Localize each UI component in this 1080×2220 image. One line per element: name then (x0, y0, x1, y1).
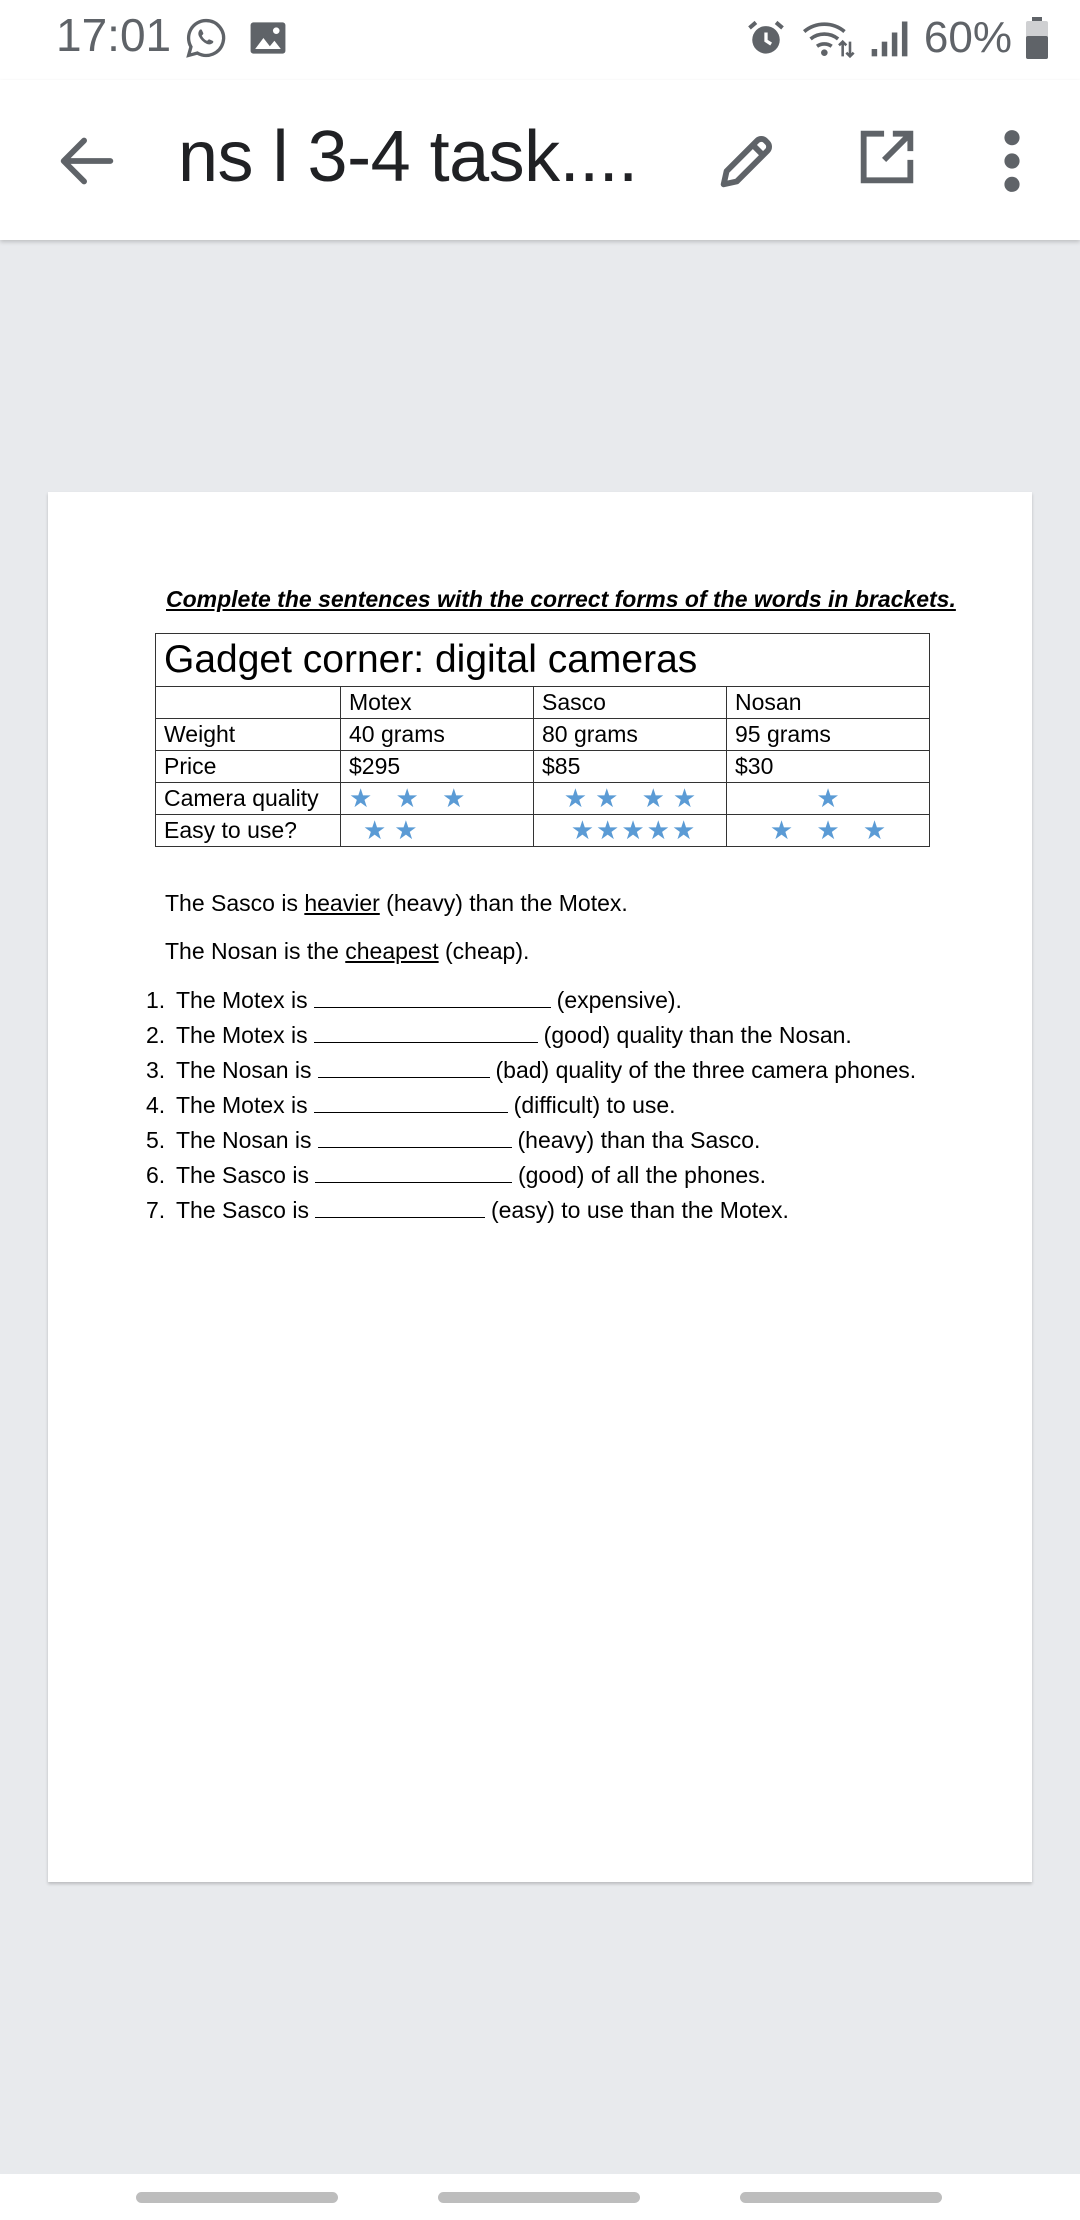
item-text: The Sasco is (176, 1162, 309, 1188)
table-row (156, 783, 930, 815)
answer-blank[interactable] (318, 1125, 512, 1148)
whatsapp-icon (184, 16, 228, 60)
table-cell: 80 grams (534, 719, 727, 751)
table-cell: $30 (727, 751, 930, 783)
table-header-cell: Nosan (727, 687, 930, 719)
star-rating: ★★ ★★ (534, 783, 727, 815)
list-item (146, 1053, 916, 1088)
instruction-text: Complete the sentences with the correct forms of the words in brackets. (166, 586, 956, 612)
example-text: The Nosan is the (165, 938, 346, 964)
star-rating: ★ (727, 783, 930, 815)
battery-percent: 60% (923, 13, 1012, 62)
item-text: The Nosan is (176, 1057, 312, 1083)
list-item (146, 1158, 916, 1193)
answer-blank[interactable] (315, 1195, 485, 1218)
nav-recents-button[interactable] (136, 2192, 338, 2203)
row-label: Weight (156, 719, 341, 751)
item-text: The Motex is (176, 1022, 308, 1048)
example-text: (cheap). (438, 938, 530, 964)
exercise-list (146, 983, 916, 1228)
table-header-cell: Motex (341, 687, 534, 719)
table-row (156, 751, 930, 783)
table-row (156, 719, 930, 751)
table-row (156, 815, 930, 847)
example-sentence (165, 890, 628, 917)
signal-icon (868, 16, 912, 60)
answer-blank[interactable] (314, 1020, 538, 1043)
navigation-bar (0, 2174, 1080, 2220)
item-text: (bad) quality of the three camera phones. (495, 1057, 917, 1083)
example-answer: cheapest (345, 938, 439, 964)
table-cell: $295 (341, 751, 534, 783)
item-text: The Nosan is (176, 1127, 312, 1153)
table-title: Gadget corner: digital cameras (156, 634, 930, 687)
edit-icon[interactable] (712, 126, 782, 196)
row-label: Camera quality (156, 783, 341, 815)
item-number: 1. (146, 987, 166, 1013)
example-sentence (165, 938, 529, 965)
item-text: The Motex is (176, 1092, 308, 1118)
item-number: 2. (146, 1022, 166, 1048)
item-text: (good) quality than the Nosan. (543, 1022, 852, 1048)
list-item (146, 1123, 916, 1158)
list-item (146, 983, 916, 1018)
battery-icon (1024, 16, 1050, 60)
example-text: The Sasco is (165, 890, 305, 916)
table-cell: $85 (534, 751, 727, 783)
back-arrow-icon[interactable] (52, 126, 122, 196)
image-icon (246, 16, 290, 60)
item-number: 7. (146, 1197, 166, 1223)
item-text: (good) of all the phones. (517, 1162, 767, 1188)
nav-back-button[interactable] (740, 2192, 942, 2203)
table-header-cell (156, 687, 341, 719)
table-header-row (156, 687, 930, 719)
item-number: 6. (146, 1162, 166, 1188)
table-cell: 40 grams (341, 719, 534, 751)
item-text: (difficult) to use. (513, 1092, 676, 1118)
list-item (146, 1193, 916, 1228)
item-text: (heavy) than tha Sasco. (517, 1127, 761, 1153)
example-answer: heavier (304, 890, 380, 916)
star-rating: ★★ (341, 815, 534, 847)
star-rating: ★★★★★ (534, 815, 727, 847)
table-header-cell: Sasco (534, 687, 727, 719)
nav-home-button[interactable] (438, 2192, 640, 2203)
more-vert-icon[interactable] (992, 126, 1032, 196)
table-cell: 95 grams (727, 719, 930, 751)
status-bar (0, 0, 1080, 80)
item-text: (easy) to use than the Motex. (490, 1197, 789, 1223)
document-title: ns l 3-4 task.... (178, 117, 638, 197)
wifi-icon (800, 16, 856, 60)
answer-blank[interactable] (315, 1160, 512, 1183)
answer-blank[interactable] (318, 1055, 490, 1078)
item-number: 4. (146, 1092, 166, 1118)
item-text: (expensive). (556, 987, 682, 1013)
star-rating: ★ ★ ★ (341, 783, 534, 815)
list-item (146, 1018, 916, 1053)
item-number: 3. (146, 1057, 166, 1083)
gadget-table (155, 633, 930, 847)
example-text: (heavy) than the Motex. (379, 890, 628, 916)
row-label: Easy to use? (156, 815, 341, 847)
answer-blank[interactable] (314, 1090, 508, 1113)
star-rating: ★ ★ ★ (727, 815, 930, 847)
answer-blank[interactable] (314, 985, 551, 1008)
open-external-icon[interactable] (852, 122, 922, 192)
list-item (146, 1088, 916, 1123)
item-number: 5. (146, 1127, 166, 1153)
document-page[interactable] (48, 492, 1032, 1882)
status-time: 17:01 (56, 9, 172, 61)
app-bar (0, 80, 1080, 240)
item-text: The Sasco is (176, 1197, 309, 1223)
row-label: Price (156, 751, 341, 783)
item-text: The Motex is (176, 987, 308, 1013)
alarm-icon (744, 16, 788, 60)
